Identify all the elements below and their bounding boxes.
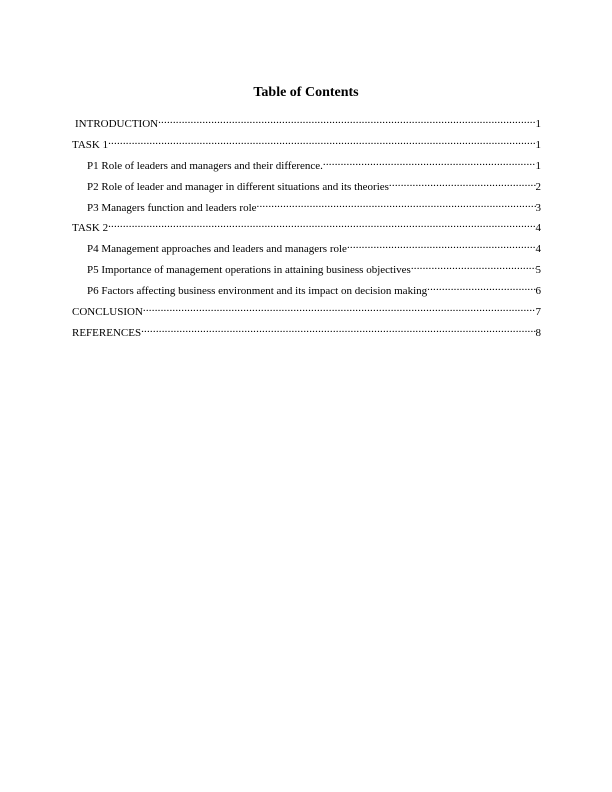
dot-leader [389, 177, 536, 190]
toc-entry-page-number: 4 [535, 222, 541, 235]
dot-leader [347, 239, 536, 252]
dot-leader [158, 114, 535, 127]
toc-entry-p6[interactable] [72, 281, 541, 302]
toc-entry-p4[interactable] [72, 239, 541, 260]
toc-entry-title: INTRODUCTION [75, 118, 159, 130]
toc-entry-page-number: 6 [535, 285, 541, 298]
toc-entry-p3[interactable] [72, 198, 541, 219]
toc-entry-title: P3 Managers function and leaders role [87, 201, 257, 214]
toc-entry-title: P6 Factors affecting business environment and its impact on decision making [87, 285, 428, 298]
toc-entry-title: TASK 2 [72, 222, 109, 235]
dot-leader [257, 198, 536, 211]
toc-entry-title: P4 Management approaches and leaders and managers role [87, 243, 347, 256]
toc-entry-introduction[interactable] [72, 114, 541, 135]
toc-entry-references[interactable] [72, 323, 541, 344]
dot-leader [323, 156, 536, 169]
dot-leader [141, 323, 535, 336]
toc-entry-page-number: 1 [535, 138, 541, 151]
toc-entry-p5[interactable] [72, 260, 541, 281]
dot-leader [108, 218, 535, 231]
toc-entry-page-number: 4 [535, 243, 541, 256]
toc-entry-page-number: 8 [535, 326, 541, 339]
toc-entry-page-number: 2 [535, 180, 541, 193]
dot-leader [108, 135, 535, 148]
dot-leader [427, 281, 535, 294]
toc-entry-title: CONCLUSION [72, 306, 143, 319]
toc-entry-title: REFERENCES [72, 326, 142, 339]
toc-entry-p2[interactable] [72, 177, 541, 198]
toc-entry-title: TASK 1 [72, 138, 109, 151]
toc-entry-page-number: 3 [535, 201, 541, 214]
toc-entry-page-number: 1 [535, 159, 541, 172]
toc-heading: Table of Contents [253, 85, 359, 100]
dot-leader [411, 260, 536, 273]
toc-entry-title: P5 Importance of management operations in attaining business objectives [87, 264, 411, 277]
dot-leader [143, 302, 536, 315]
toc-list [72, 114, 541, 344]
toc-entry-conclusion[interactable] [72, 302, 541, 323]
toc-entry-p1[interactable] [72, 156, 541, 177]
toc-entry-page-number: 5 [535, 264, 541, 277]
toc-entry-page-number: 1 [535, 118, 541, 130]
toc-entry-page-number: 7 [535, 306, 541, 319]
toc-entry-title: P1 Role of leaders and managers and their difference. [87, 159, 323, 172]
toc-entry-title: P2 Role of leader and manager in different situations and its theories [87, 180, 389, 193]
toc-entry-task-1[interactable] [72, 135, 541, 156]
toc-entry-task-2[interactable] [72, 218, 541, 239]
